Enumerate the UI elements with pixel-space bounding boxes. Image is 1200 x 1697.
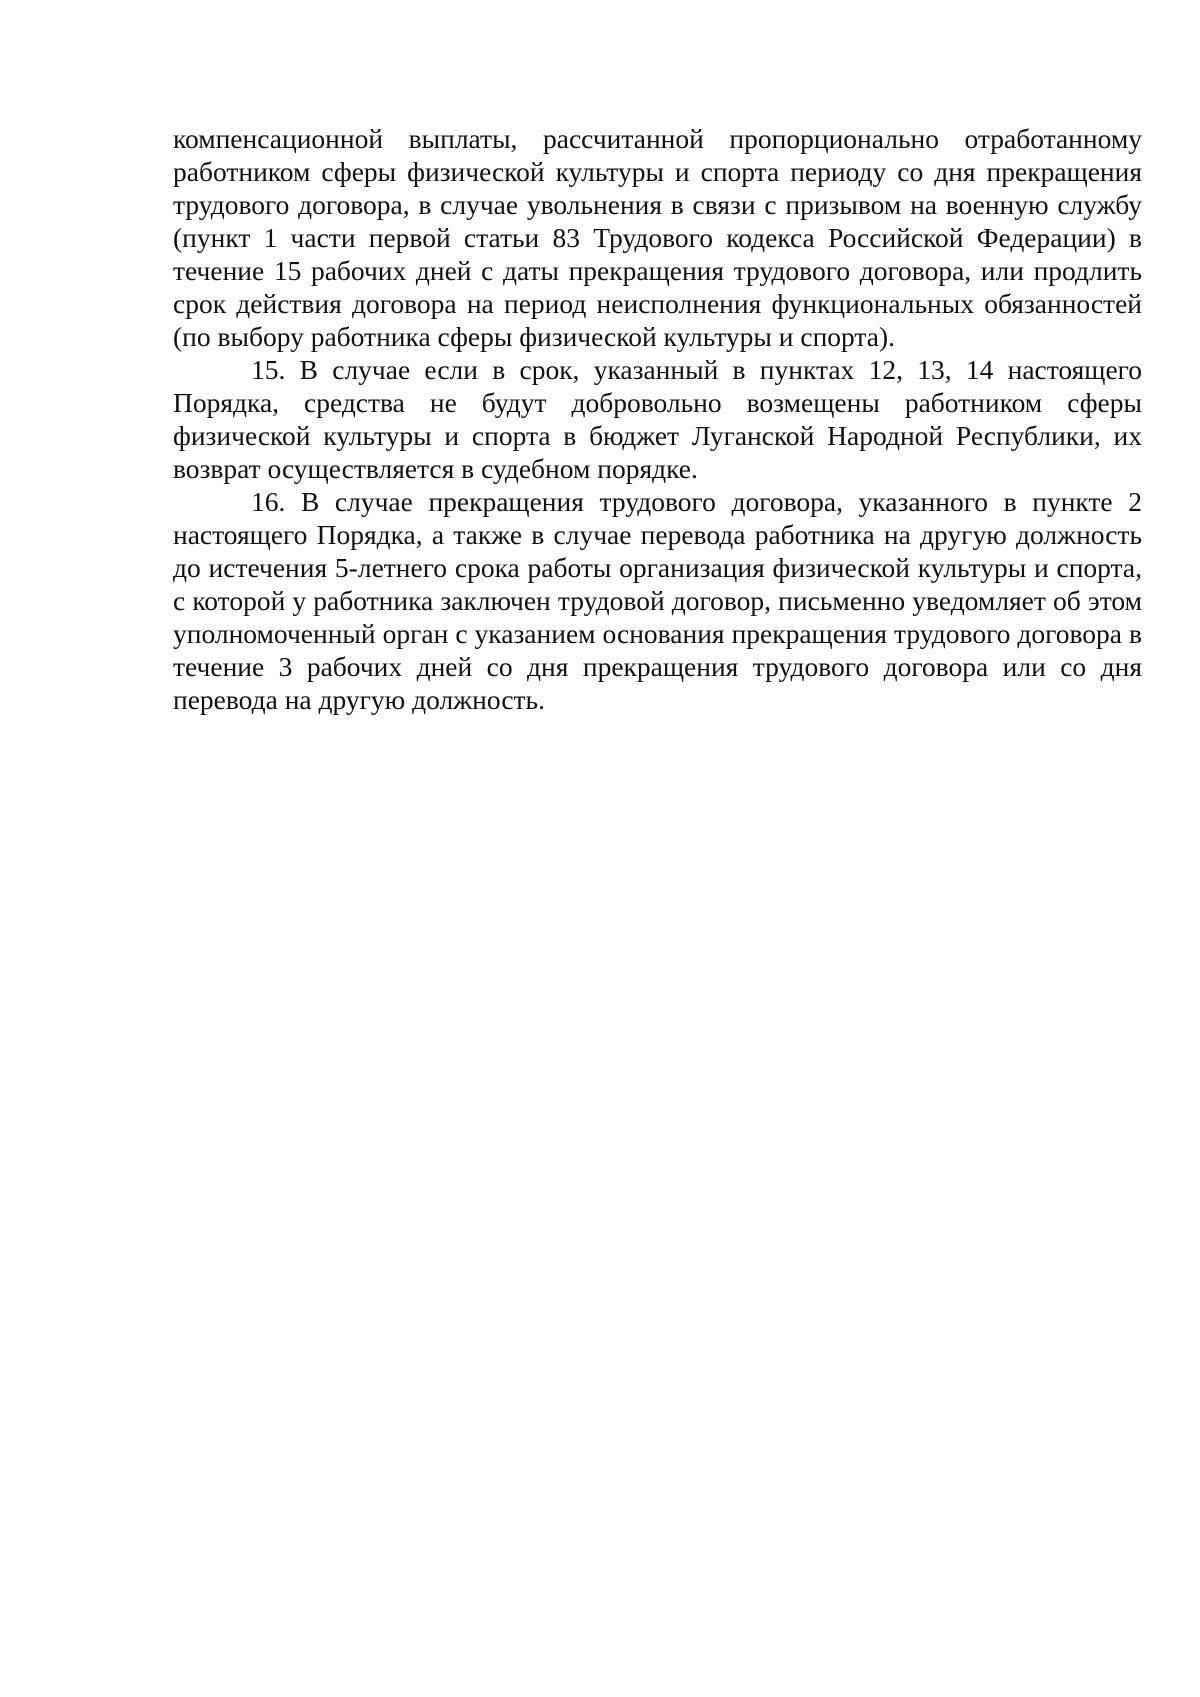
paragraph-item-16: 16. В случае прекращения трудового договора, указанного в пункте 2 настоящего Порядка, а также в случае перевода работника на другую должность до истечения 5-летнего срока работы организация физической культуры и спорта, с которой у работника заключен трудовой договор, письменно уведомляет об этом уполномоченный орган с указанием основания прекращения трудового договора в течение 3 рабочих дней со дня прекращения трудового договора или со дня перевода на другую должность. [173, 486, 1142, 715]
document-body [173, 122, 1142, 716]
paragraph-continuation: компенсационной выплаты, рассчитанной пропорционально отработанному работником сферы физической культуры и спорта периоду со дня прекращения трудового договора, в случае увольнения в связи с призывом на военную службу (пункт 1 части первой статьи 83 Трудового кодекса Российской Федерации) в течение 15 рабочих дней с даты прекращения трудового договора, или продлить срок действия договора на период неисполнения функциональных обязанностей (по выбору работника сферы физической культуры и спорта). [173, 123, 1142, 352]
paragraph-item-15: 15. В случае если в срок, указанный в пунктах 12, 13, 14 настоящего Порядка, средства не будут добровольно возмещены работником сферы физической культуры и спорта в бюджет Луганской Народной Республики, их возврат осуществляется в судебном порядке. [173, 354, 1142, 484]
